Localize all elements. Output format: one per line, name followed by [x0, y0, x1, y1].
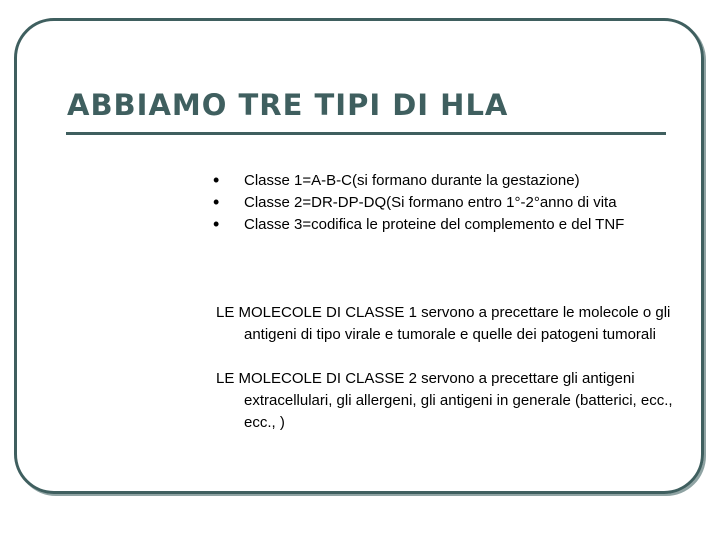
paragraph-classe-2: LE MOLECOLE DI CLASSE 2 servono a precettare gli antigeni extracellulari, gli allergeni, gli antigeni in generale (batterici, ecc., ecc., ) [216, 370, 673, 431]
bullet-text: Classe 1=A-B-C(si formano durante la gestazione) [244, 172, 580, 189]
bullet-icon: • [213, 192, 220, 212]
bullet-icon: • [213, 170, 220, 190]
title-underline [66, 132, 666, 135]
bullet-item-classe-2 [213, 192, 653, 214]
bullet-text: Classe 2=DR-DP-DQ(Si formano entro 1°-2°anno di vita [244, 194, 617, 211]
bullet-icon: • [213, 214, 220, 234]
bullet-item-classe-1 [213, 170, 653, 192]
bullet-list [213, 170, 653, 236]
paragraph-classe-1: LE MOLECOLE DI CLASSE 1 servono a precettare le molecole o gli antigeni di tipo virale e tumorale e quelle dei patogeni tumorali [216, 304, 671, 343]
slide-title: ABBIAMO TRE TIPI DI HLA [67, 88, 509, 122]
bullet-item-classe-3 [213, 214, 653, 236]
bullet-text: Classe 3=codifica le proteine del complemento e del TNF [244, 216, 625, 233]
